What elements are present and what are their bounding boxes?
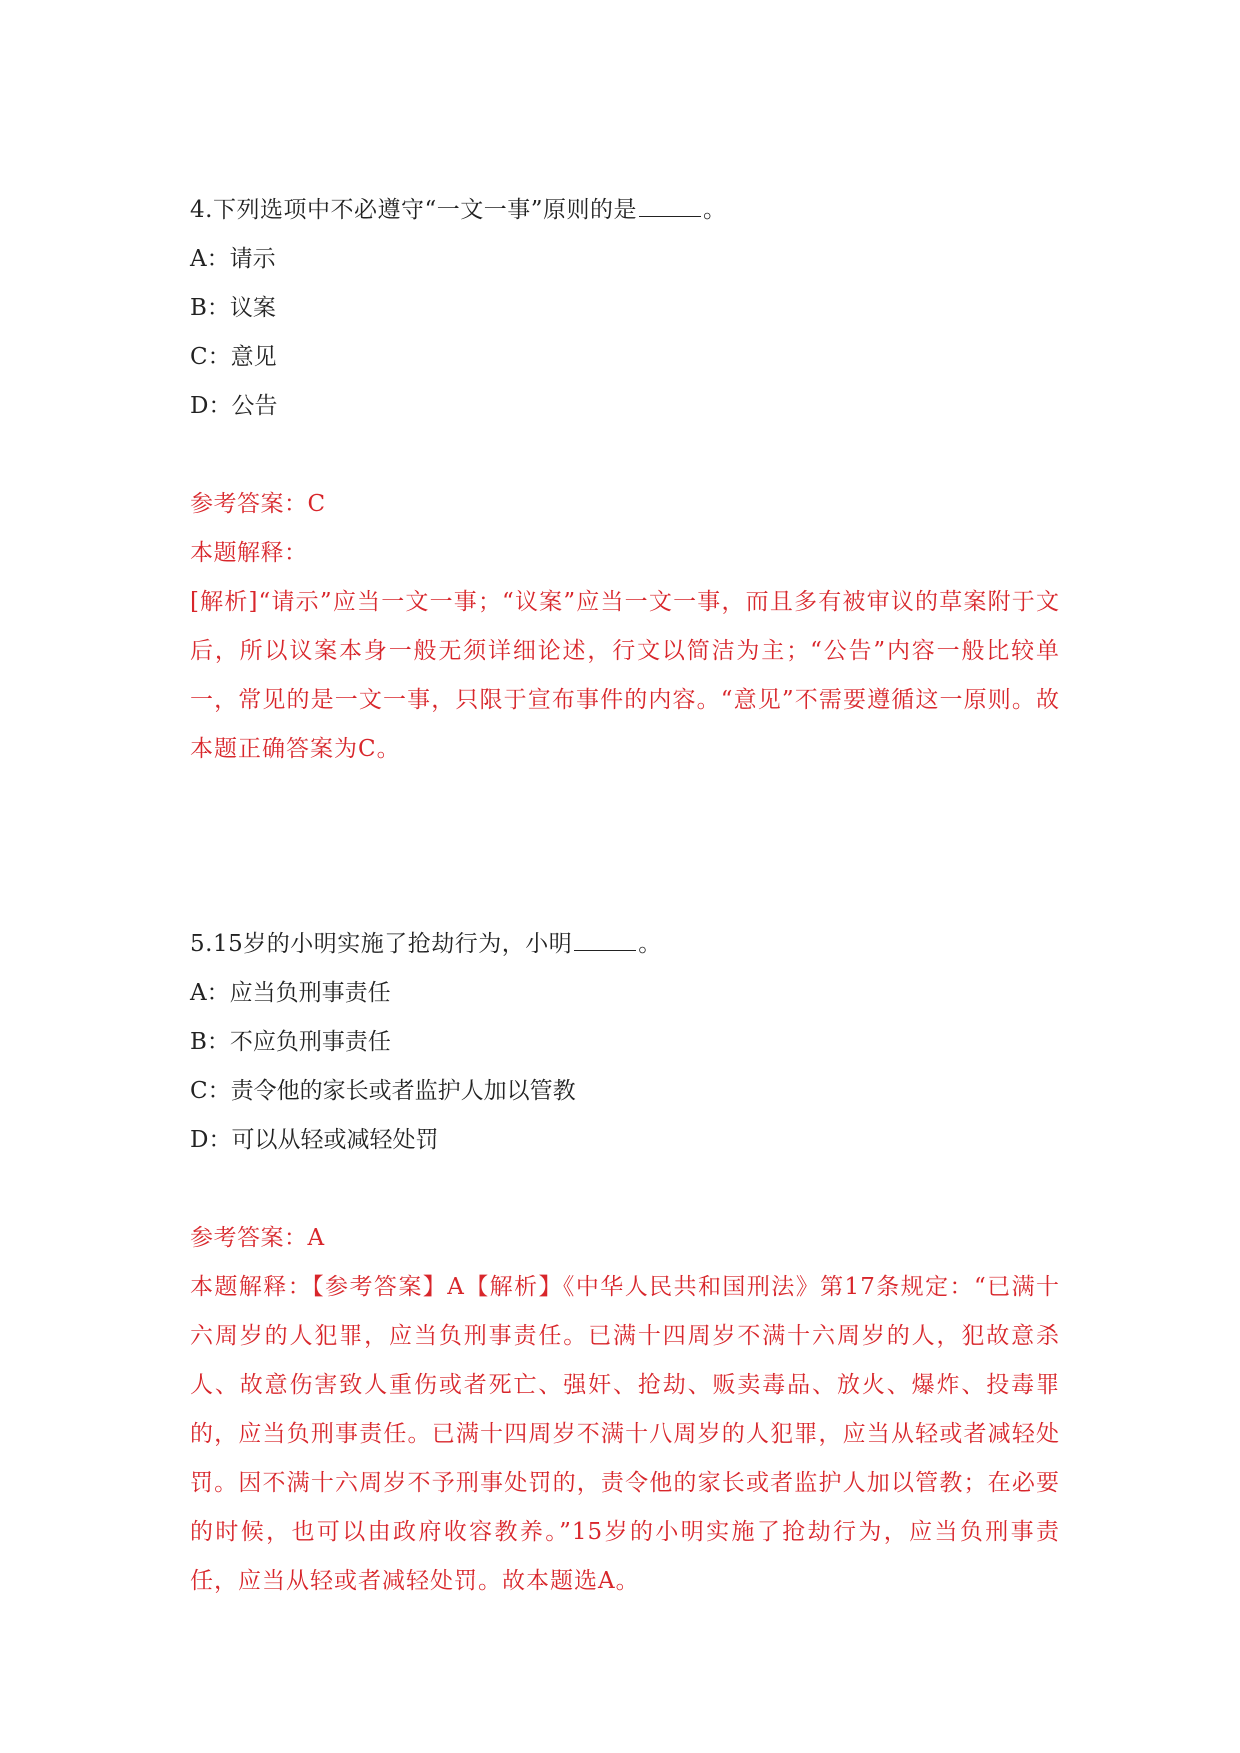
option-d (190, 1116, 1060, 1165)
option-text: 议案 (229, 295, 276, 321)
spacer (190, 1165, 1060, 1214)
option-key: C： (190, 1078, 231, 1104)
reference-answer: 参考答案：A (190, 1225, 325, 1251)
question-4 (190, 186, 1060, 774)
explanation-text: [解析]“请示”应当一文一事；“议案”应当一文一事，而且多有被审议的草案附于文后，所以议案本身一般无须详细论述，行文以简洁为主；“公告”内容一般比较单一，常见的是一文一事，只限于宣布事件的内容。“意见”不需要遵循这一原则。故本题正确答案为C。 (190, 589, 1060, 762)
option-c (190, 1067, 1060, 1116)
option-text: 请示 (229, 246, 276, 272)
option-key: B： (190, 295, 230, 321)
explanation-label: 本题解释： (190, 540, 308, 566)
option-text: 公告 (231, 393, 278, 419)
option-text: 责令他的家长或者监护人加以管教 (230, 1078, 576, 1104)
explanation-text: 本题解释：【参考答案】A【解析】《中华人民共和国刑法》第17条规定：“已满十六周岁的人犯罪，应当负刑事责任。已满十四周岁不满十六周岁的人，犯故意杀人、故意伤害致人重伤或者死亡、强奸、抢劫、贩卖毒品、放火、爆炸、投毒罪的，应当负刑事责任。已满十四周岁不满十八周岁的人犯罪，应当从轻或者减轻处罚。因不满十六周岁不予刑事处罚的，责令他的家长或者监护人加以管教；在必要的时候，也可以由政府收容教养。”15岁的小明实施了抢劫行为，应当负刑事责任，应当从轻或者减轻处罚。故本题选A。 (190, 1274, 1060, 1594)
answer-blank (574, 928, 636, 951)
question-5 (190, 920, 1060, 1606)
option-text: 应当负刑事责任 (229, 980, 391, 1006)
answer-blank (639, 194, 701, 217)
option-text: 不应负刑事责任 (229, 1029, 391, 1055)
question-stem (190, 186, 1060, 235)
stem-end: 。 (638, 931, 662, 957)
option-text: 意见 (230, 344, 277, 370)
option-key: A： (190, 246, 230, 272)
option-text: 可以从轻或减轻处罚 (231, 1127, 439, 1153)
option-c (190, 333, 1060, 382)
stem-text: 4.下列选项中不必遵守“一文一事”原则的是 (190, 197, 637, 223)
question-stem (190, 920, 1060, 969)
option-key: A： (190, 980, 230, 1006)
option-a (190, 969, 1060, 1018)
option-key: C： (190, 344, 231, 370)
option-d (190, 382, 1060, 431)
option-key: B： (190, 1029, 230, 1055)
spacer (190, 431, 1060, 480)
option-key: D： (190, 1127, 232, 1153)
stem-end: 。 (702, 197, 727, 223)
option-a (190, 235, 1060, 284)
option-b (190, 284, 1060, 333)
option-key: D： (190, 393, 232, 419)
stem-text: 5.15岁的小明实施了抢劫行为，小明 (190, 931, 573, 957)
reference-answer: 参考答案：C (190, 491, 326, 517)
option-b (190, 1018, 1060, 1067)
